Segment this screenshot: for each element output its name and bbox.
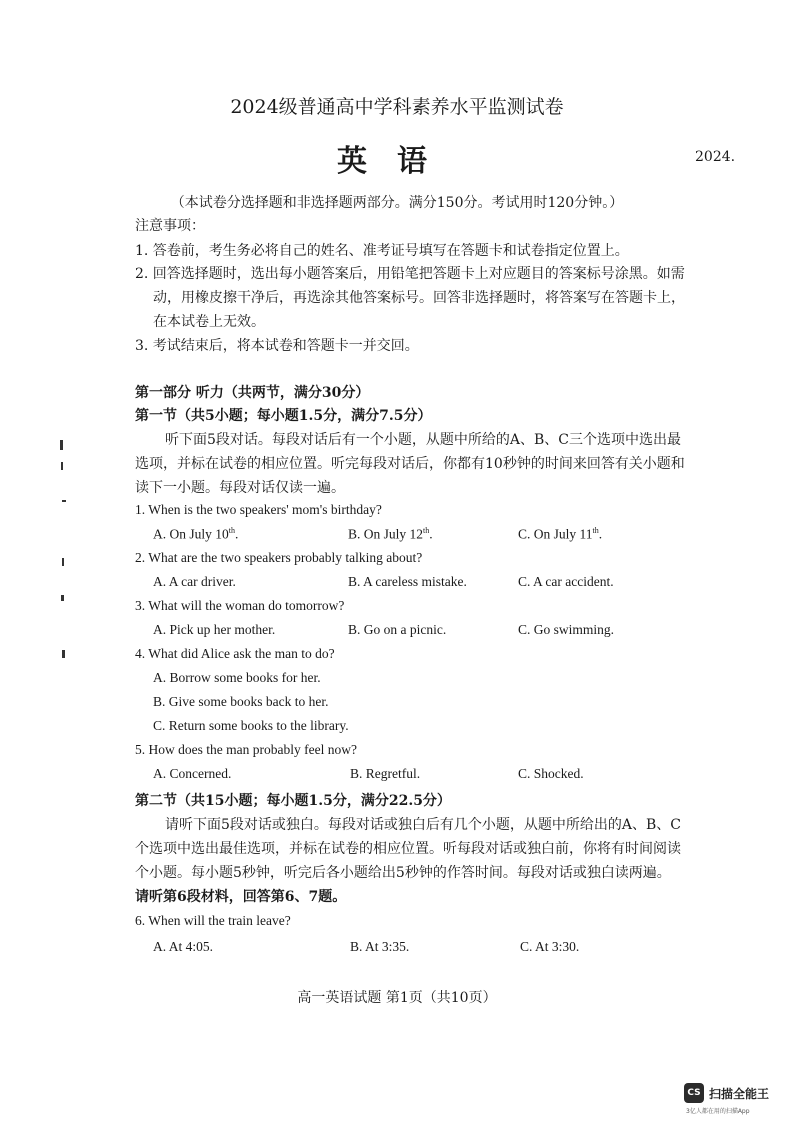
question-stem: 2. What are the two speakers probably talking about? [135,550,423,565]
section2-instruction: 个小题。每小题5秒钟，听完后各小题给出5秒钟的作答时间。每段对话或独白读两遍。 [135,865,671,881]
option-b: B. At 3:35. [350,939,410,954]
scan-mark [61,595,64,601]
note-item: 2. 回答选择题时，选出每小题答案后，用铅笔把答题卡上对应题目的答案标号涂黑。如需 [135,266,685,282]
option-c: C. At 3:30. [520,939,580,954]
section1-instruction: 听下面5段对话。每段对话后有一个小题，从题中所给的A、B、C三个选项中选出最 [165,432,682,448]
note-item: 1. 答卷前，考生务必将自己的姓名、准考证号填写在答题卡和试卷指定位置上。 [135,243,629,259]
watermark-name: 扫描全能王 [709,1086,770,1101]
section1-instruction: 选项，并标在试卷的相应位置。听完每段对话后，你都有10秒钟的时间来回答有关小题和 [135,456,685,472]
camscanner-icon: CS [684,1083,704,1103]
note-item: 在本试卷上无效。 [153,314,265,330]
question-stem: 5. How does the man probably feel now? [135,742,357,757]
option-b: B. Regretful. [350,766,421,781]
part1-heading: 第一部分 听力（共两节，满分30分） [135,385,370,401]
section2-instruction: 请听第6段材料，回答第6、7题。 [135,889,347,905]
option-a: A. At 4:05. [153,939,214,954]
option-b: B. Go on a picnic. [348,622,447,637]
scan-mark [61,462,63,470]
option-b: B. Give some books back to her. [153,694,329,709]
option-a: A. Concerned. [153,766,232,781]
question-stem: 4. What did Alice ask the man to do? [135,646,335,661]
scan-mark [62,558,64,566]
note-item: 3. 考试结束后，将本试卷和答题卡一并交回。 [135,338,419,354]
option-c: C. On July 11th. [518,526,603,542]
exam-date: 2024. [695,149,736,165]
watermark-subtitle: 3亿人都在用的扫描App [686,1108,750,1115]
scan-mark [62,650,65,658]
option-c: C. A car accident. [518,574,614,589]
option-a: A. On July 10th. [153,526,239,542]
option-b: B. A careless mistake. [348,574,467,589]
scan-mark [62,500,66,502]
section2-instruction: 个选项中选出最佳选项，并标在试卷的相应位置。听每段对话或独白前，你将有时间阅读 [135,841,681,857]
section2-instruction: 请听下面5段对话或独白。每段对话或独白后有几个小题，从题中所给出的A、B、C [165,817,682,833]
exam-intro: （本试卷分选择题和非选择题两部分。满分150分。考试用时120分钟。） [170,195,624,211]
section2-heading: 第二节（共15小题；每小题1.5分，满分22.5分） [135,793,451,809]
option-a: A. A car driver. [153,574,236,589]
note-item: 动，用橡皮擦干净后，再选涂其他答案标号。回答非选择题时，将答案写在答题卡上， [153,290,685,306]
option-c: C. Go swimming. [518,622,615,637]
question-stem: 6. When will the train leave? [135,913,291,928]
section1-heading: 第一节（共5小题；每小题1.5分，满分7.5分） [135,408,432,424]
option-a: A. Pick up her mother. [153,622,276,637]
notes-heading: 注意事项： [135,218,205,234]
exam-title: 2024级普通高中学科素养水平监测试卷 [230,96,564,118]
option-c: C. Return some books to the library. [153,718,349,733]
option-a: A. Borrow some books for her. [153,670,321,685]
question-stem: 3. What will the woman do tomorrow? [135,598,345,613]
option-b: B. On July 12th. [348,526,433,542]
scan-mark [60,440,63,450]
question-stem: 1. When is the two speakers' mom's birthday? [135,502,382,517]
section1-instruction: 读下一小题。每段对话仅读一遍。 [135,480,345,496]
page-footer: 高一英语试题 第1页（共10页） [297,990,497,1006]
scanner-watermark [684,1083,769,1103]
option-c: C. Shocked. [518,766,584,781]
subject-heading: 英语 [337,144,457,179]
